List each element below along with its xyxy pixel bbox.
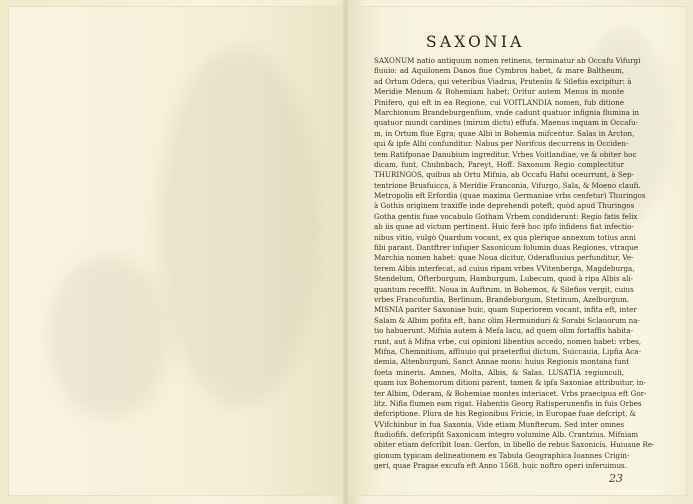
text-line: tio habuerunt. Mifnia autem à Mefa lacu, ad quem olim fortaffis habita- xyxy=(374,326,634,336)
page-title: SAXONIA xyxy=(426,33,525,51)
text-line: runt, aut à Mifna vrbe, cui opinioni libentius accedo, nomen habet: vrbes, xyxy=(374,336,642,346)
text-line: litz. Nifla flumen eam rigat. Habentis Georg Ratisperunenfis in fuis Orbes xyxy=(374,398,642,408)
text-line: tentrione Brusfuicca, à Meridie Franconia, Vifurgo, Sala, & Moeno claufi. xyxy=(374,180,641,190)
text-line: ab iis quae ad victum pertinent. Huic ferè hoc ipfo infidens fiat infectio- xyxy=(374,222,634,232)
text-line: ter Albim, Oderam, & Bohemiae montes interiacet. Vrbs praecipua eft Gor- xyxy=(374,388,647,398)
text-line: THURINGOS, quibus ab Ortu Mifnia, ab Occafu Hafsi oceurrunt, à Sep- xyxy=(374,170,635,180)
text-line: Marchia nomen habet: quae Noua dicitur, Oderafluuius perfunditur, Ve- xyxy=(374,253,634,263)
text-line: fluuio: ad Aquilonem Danos fiue Cymbros habet, & mare Baltheum, xyxy=(374,66,624,76)
text-line: gionum typicam delineationem ex Tabula Geographica Ioannes Crigin- xyxy=(374,450,630,460)
text-line: vrbes Francofurdia, Berlinum, Brandeburgum, Stetinum, Azelburgum. xyxy=(374,294,630,304)
text-line: qui & ipfe Albi confunditur. Nabus per Norifcos decurrens in Occiden- xyxy=(374,139,629,149)
text-line: VVifchinbur in fua Saxonia. Vide etiam Munfterum. Sed inter omnes xyxy=(374,419,624,429)
text-line: dicam, funt, Chulmbach, Pareyt, Hoff. Saxonum Regio complectitur xyxy=(374,159,624,169)
body-text xyxy=(374,56,655,472)
text-line: quam iux Bohemorum ditioni parent, tamen & ipfa Saxoniae attribuitur, in- xyxy=(374,378,646,388)
text-line: obiter etiam defcribit Ioan. Gerfon, in libello de rebus Saxonicis. Huiusue Re- xyxy=(374,440,655,450)
text-line: defcriptione. Plura de his Regionibus Fricie, in Europae fuae defcript, & xyxy=(374,409,636,419)
show-through-left xyxy=(159,47,319,407)
text-line: Gotha gentis fuae vocabulo Gotham Vrbem condiderunt: Regio fatis felix xyxy=(374,211,638,221)
text-line: à Gothis originem traxiffe inde deprehendi poteft, quòd apud Thuringos xyxy=(374,201,635,211)
show-through-left-2 xyxy=(49,257,169,417)
text-line: quantum receffit. Noua in Auftrum, in Bohemos, & Silefios vergit, cuius xyxy=(374,284,634,294)
text-line: Meridie Menum & Bohemiam habet: Oritur autem Menus in monte xyxy=(374,87,624,97)
page-number: 23 xyxy=(609,472,623,485)
text-line: quatuor mundi cardines (mirum dictu) effufa. Maenus inquam in Occafu- xyxy=(374,118,639,128)
text-line: Marchionum Brandeburgenfium, vnde cadunt quatuor infignia flumina in xyxy=(374,107,640,117)
text-line: Metropolis eft Erfordia (quae maxima Germaniae vrbs cenfetur) Thuringos xyxy=(374,191,646,201)
text-line: tem Ratifponae Danubium ingreditur. Vrbes Voitlandiae, ve & obiter hoc xyxy=(374,149,637,159)
text-line: demia, Altenburgum, Sanct Annae mons: huius Regionis montana funt xyxy=(374,357,630,367)
text-line: Stendelum, Ofterburgum, Hamburgum, Lubecum, quod à ripa Albis ali- xyxy=(374,274,634,284)
text-line: fibi parant. Dantftrer infuper Saxonicum folumin duas Regiones, vtraque xyxy=(374,243,639,253)
text-line: Pinifero, qui eft in ea Regione, cui VOITLANDIA nomen, fub ditione xyxy=(374,97,624,107)
text-line: foeta mineris. Amnes, Molta, Albis, & Salas. LUSATIA regiunculi, xyxy=(374,367,624,377)
text-line: Salam & Albim pofita eft, hanc olim Hermunduri & Sorabi Sclauorum na- xyxy=(374,315,640,325)
text-line: SAXONUM natio antiquum nomen retinens, terminatur ab Occafu Vifurgi xyxy=(374,56,641,65)
text-line: terem Albis interfecat, ad cuius ripam vrbes VVitenberga, Magdeburga, xyxy=(374,263,635,273)
text-line: geri, quae Pragae excufa eft Anno 1568. huic noftro operi inferuimus. xyxy=(374,461,627,471)
text-line: m, in Ortum flue Egra; quae Albi in Bohemia mifcentur. Salas in Arcton, xyxy=(374,128,635,138)
text-line: nibus vitio, vulgò Quardum vocant, ex qua plerique annexum totius anni xyxy=(374,232,636,242)
text-line: ad Ortum Odera, qui veteribus Viadrus, Pruteniis & Silefiis excipitur: à xyxy=(374,76,632,86)
text-line: Mifna, Chemnitium, affluuio qui praeterflui dictum, Suiccauia, Lipfia Aca- xyxy=(374,346,641,356)
text-line: ftudiofifs. defcripfit Saxonicam integro volumine Alb. Crantzius. Mifniam xyxy=(374,430,639,440)
text-line: MISNIA pariter Saxoniae huic, quam Superiorem vocant, infita eft, inter xyxy=(374,305,637,315)
left-page xyxy=(8,6,345,496)
